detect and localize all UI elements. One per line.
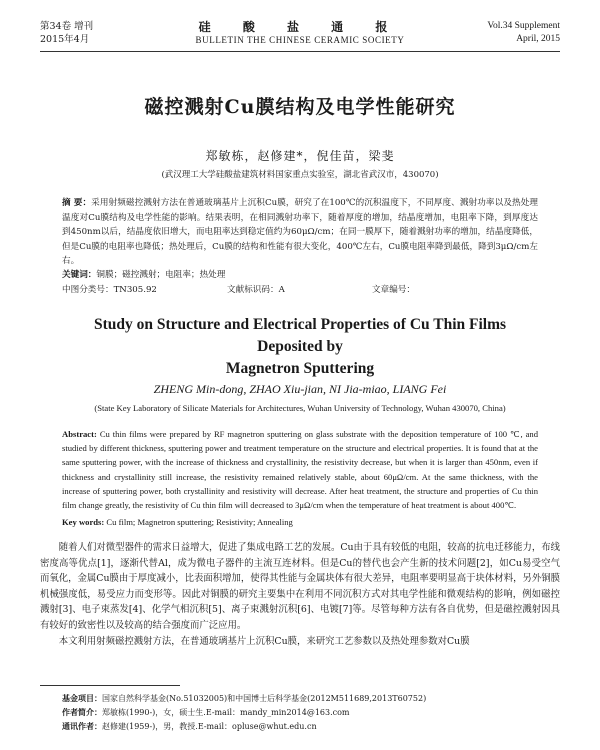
header-left [40,20,93,46]
english-abstract-label: Abstract: [62,429,97,439]
date-cn: 2015年4月 [40,34,90,45]
footnote-fund-label: 基金项目： [62,693,102,703]
document-code: 文献标识码：A [227,285,285,295]
chinese-keywords [62,268,538,280]
date-en: April, 2015 [516,34,560,44]
clc-number: 中图分类号：TN305.92 [62,285,157,295]
english-abstract [62,427,538,512]
chinese-title: 磁控溅射Cu膜结构及电学性能研究 [144,96,456,118]
english-authors: ZHENG Min-dong, ZHAO Xiu-jian, NI Jia-miao, LIANG Fei [153,382,447,396]
header-right [487,20,560,46]
footnote-author [62,706,560,719]
article-number: 文章编号： [372,285,415,295]
footnote-corresponding [62,720,560,733]
english-keywords-text: Cu film; Magnetron sputtering; Resistivity; Annealing [106,517,293,527]
journal-name-en: BULLETIN THE CHINESE CERAMIC SOCIETY [195,35,405,45]
classification-line [62,283,538,295]
english-keywords-label: Key words: [62,517,105,527]
footnote-rule [40,685,180,686]
volume-en: Vol.34 Supplement [487,21,560,31]
header-rule [40,51,560,52]
body-paragraph-1: 随着人们对微型器件的需求日益增大，促进了集成电路工艺的发展。Cu由于具有较低的电阻，较高的抗电迁移能力，布线密度高等优点[1]，逐渐代替Al，成为微电子器件的主流互连材料。但是Cu的替代也会产生新的技术问题[2]，如Cu易受空气而氧化，金属Cu膜由于厚度减小，比表面积增加，使得其性能与金属块体有很大差异，电阻率要明显高于块体材料，另外铜膜机械强度低，易受应力而变形等。因此对铜膜的研究主要集中在利用不同沉积方式对其电学性能和微观结构的影响，例如磁控溅射[3]、电子束蒸发[4]、化学气相沉积[5]、离子束溅射沉积[6]、电镀[7]等。尽管每种方法有各自优势，但是磁控溅射因具有较好的致密性以及较高的结合强度而广泛应用。 [40,542,560,631]
volume-cn: 第34卷 增刊 [40,21,94,32]
footnote-author-text: 郑敏栋(1990-)，女，硕士生.E-mail：mandy_min2014@163.com [102,708,350,717]
english-title-line1: Study on Structure and Electrical Properties of Cu Thin Films Deposited by [93,316,507,355]
header-center [190,20,410,46]
english-abstract-text: Cu thin films were prepared by RF magnetron sputtering on glass substrate with the deposition temperature of 100 ℃, and studied by different thickness, sputtering power and treatment temperature on the structure and electrical properties. It is found that at the same sputtering power, with the increase of thickness and crystallinity, the resistivity decrease, but when it is larger than 450nm, even if thickness and crystallinity still increase, the resistivity remained relatively stable, about 60μΩ/cm. At the same thickness, with the increase of sputtering power, both crystallinity and resistivity will decrease. After heat treatment, the structure and properties of Cu thin film change greatly, the resistivity of Cu thin film will decreased to 3μΩ/cm when the temperature of heat treatment is about 400℃. [62,429,538,511]
english-title [60,314,540,380]
footnote-corresponding-text: 赵修建(1959-)，男，教授.E-mail：opluse@whut.edu.cn [102,722,317,731]
journal-name-cn: 硅 酸 盐 通 报 [198,20,402,34]
chinese-keywords-label: 关键词： [62,270,97,280]
english-title-line2: Magnetron Sputtering [225,360,375,377]
chinese-abstract-label: 摘 要： [62,198,92,208]
footnote-corresponding-label: 通讯作者： [62,721,102,731]
chinese-abstract-text: 采用射频磁控溅射方法在普通玻璃基片上沉积Cu膜，研究了在100℃的沉积温度下，不同厚度、溅射功率以及热处理温度对Cu膜结构及电学性能的影响。结果表明，在相同溅射功率下，随着厚度的增加，结晶度增加，电阻率下降，到厚度达到450nm以后，结晶度依旧增大，而电阻率达到稳定值约为60μΩ/cm；在同一膜厚下，随着溅射功率的增加，结晶度降低，但是Cu膜的电阻率也降低；热处理后，Cu膜的结构和性能有很大变化，400℃左右，Cu膜电阻率降到最低，降到3μΩ/cm左右。 [62,198,538,266]
body-text [40,540,560,649]
footnote-author-label: 作者简介： [62,707,102,717]
footnote-fund [62,692,560,705]
running-header [40,20,560,50]
chinese-abstract [62,196,538,269]
footnote-fund-text: 国家自然科学基金(No.51032005)和中国博士后科学基金(2012M511689,2013T60752) [102,694,427,703]
english-keywords [62,517,538,527]
english-affiliation: (State Key Laboratory of Silicate Materials for Architectures, Wuhan University of Technology, Wuhan 430070, China) [94,403,506,413]
chinese-authors: 郑敏栋，赵修建*，倪佳苗，梁斐 [205,149,395,163]
body-paragraph-2: 本文利用射频磁控溅射方法，在普通玻璃基片上沉积Cu膜，来研究工艺参数以及热处理参数对Cu膜 [58,635,470,647]
chinese-keywords-text: 铜膜；磁控溅射；电阻率；热处理 [96,270,226,280]
chinese-affiliation: (武汉理工大学硅酸盐建筑材料国家重点实验室，湖北省武汉市，430070) [161,170,439,180]
